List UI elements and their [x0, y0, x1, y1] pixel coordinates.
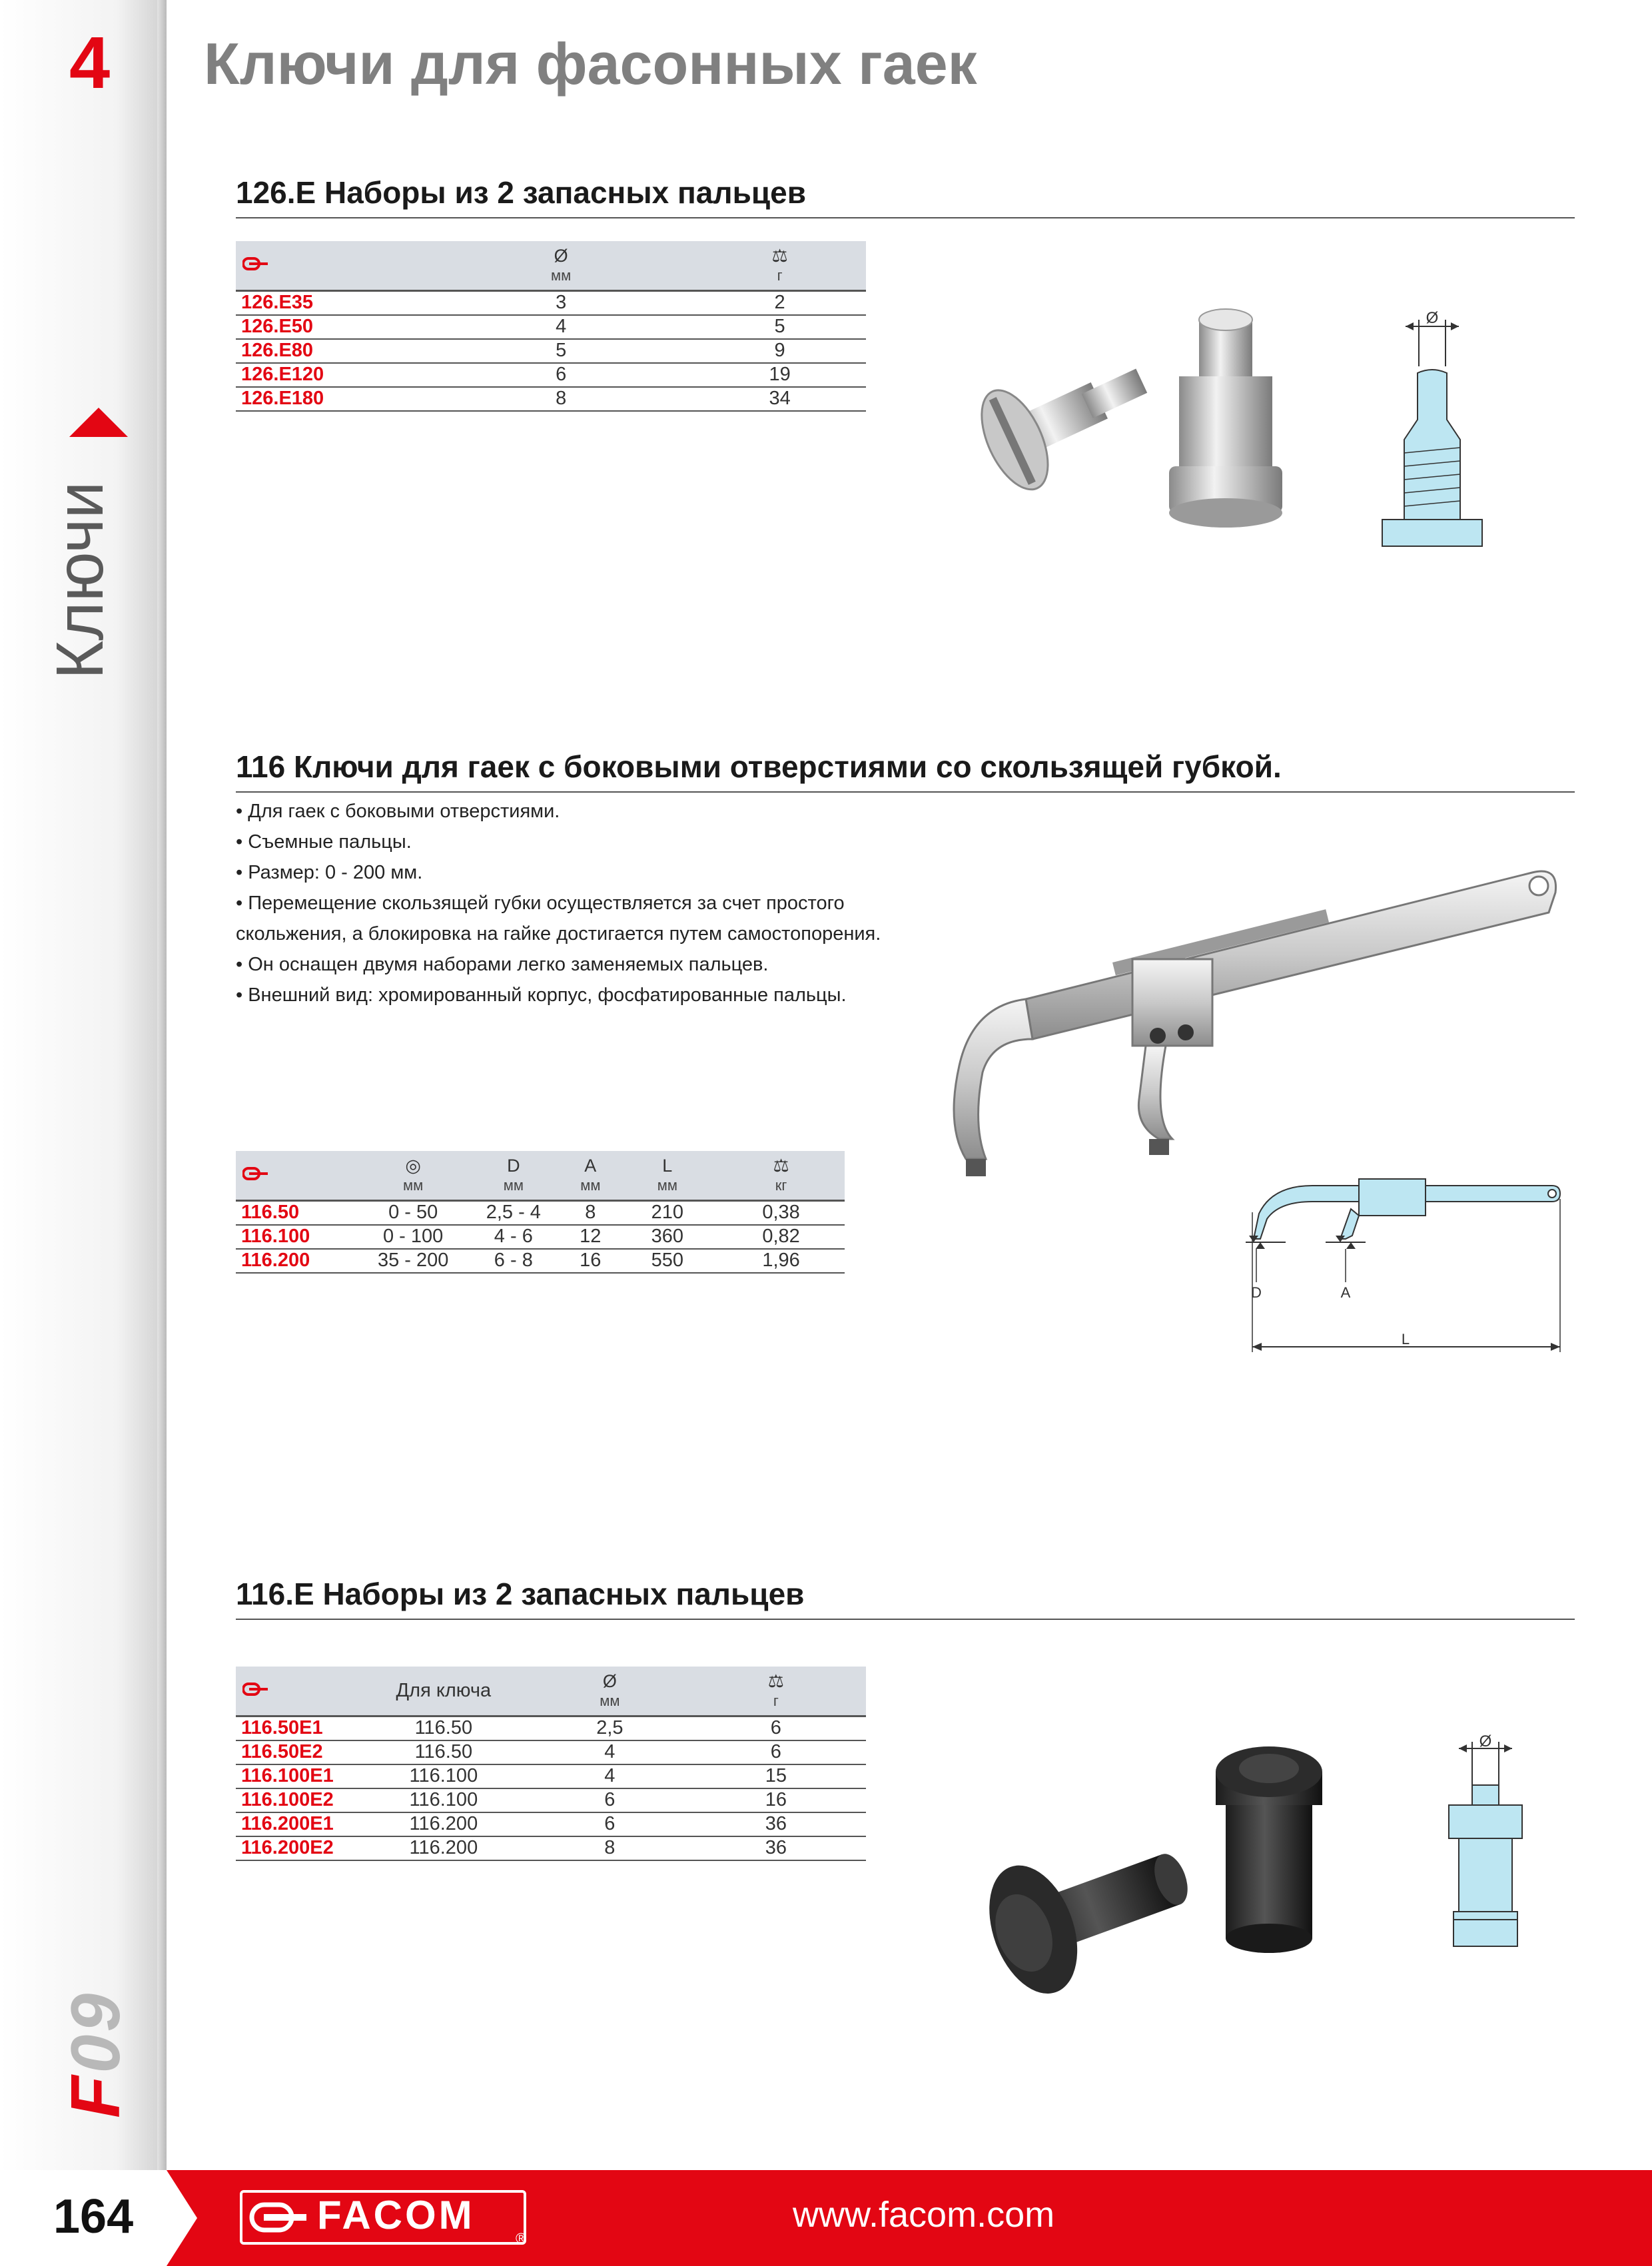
section3-table	[236, 1667, 866, 1861]
facom-ref-icon	[242, 1682, 269, 1697]
facom-logo	[240, 2190, 526, 2245]
section2-table	[236, 1151, 845, 1274]
list-item: • Для гаек с боковыми отверстиями.	[236, 801, 560, 822]
table-row: 116.100E1 116.100 4 15	[236, 1764, 866, 1788]
weight-icon: ⚖	[767, 1671, 784, 1692]
diameter-icon: Ø	[554, 246, 568, 266]
catalog-code-suffix: 09	[57, 1990, 135, 2074]
weight-icon: ⚖	[771, 246, 788, 266]
section2-title: 116 Ключи для гаек с боковыми отверстиями со скользящей губкой.	[236, 749, 1282, 784]
table-row: 116.200E1 116.200 6 36	[236, 1812, 866, 1836]
table-row: 116.100E2 116.100 6 16	[236, 1788, 866, 1812]
table-row: 116.200E2 116.200 8 36	[236, 1836, 866, 1860]
feature-list	[236, 796, 881, 1010]
section1-title: 126.E Наборы из 2 запасных пальцев	[236, 175, 806, 210]
d-column-header: D мм	[463, 1151, 564, 1200]
page-number: 164	[53, 2190, 134, 2243]
list-item: • Внешний вид: хромированный корпус, фосфатированные пальцы.	[236, 984, 847, 1006]
range-column-header: ◎ мм	[363, 1151, 464, 1200]
pin-diagram	[1372, 306, 1505, 560]
weight-column-header: ⚖ г	[693, 241, 866, 290]
table-row: 126.E80 5 9	[236, 339, 866, 363]
registered-mark: ®	[516, 2230, 527, 2247]
weight-icon: ⚖	[773, 1156, 789, 1176]
hook-wrench-diagram	[1246, 1172, 1565, 1359]
table-row: 126.E120 6 19	[236, 363, 866, 387]
brand-name: FACOM	[317, 2193, 475, 2237]
section-label: Ключи	[43, 481, 117, 679]
sidebar	[0, 0, 167, 2266]
section-arrow-icon	[69, 408, 128, 437]
range-icon: ◎	[405, 1156, 421, 1176]
table-row: 116.50E1 116.50 2,5 6	[236, 1716, 866, 1740]
chrome-pins-photo	[913, 266, 1339, 546]
diameter-label: Ø	[1479, 1732, 1492, 1750]
list-item: • Съемные пальцы.	[236, 831, 412, 853]
list-item: • Он оснащен двумя наборами легко заменяемых пальцев.	[236, 954, 769, 975]
l-dimension-label: L	[1401, 1331, 1410, 1347]
table-row: 126.E180 8 34	[236, 387, 866, 411]
ref-column-header	[236, 1151, 363, 1200]
section1-table	[236, 241, 866, 412]
table-row: 116.50E2 116.50 4 6	[236, 1740, 866, 1764]
diameter-column-header: Ø мм	[428, 241, 693, 290]
catalog-code-prefix: F	[57, 2073, 135, 2118]
a-dimension-label: A	[1340, 1284, 1351, 1301]
weight-column-header: ⚖ г	[686, 1667, 866, 1716]
page-chevron	[167, 2170, 197, 2266]
page-title: Ключи для фасонных гаек	[204, 31, 977, 97]
d-dimension-label: D	[1251, 1284, 1262, 1301]
hook-wrench-photo	[946, 846, 1565, 1192]
list-item: скольжения, а блокировка на гайке достигается путем самостопорения.	[236, 923, 881, 944]
chapter-number: 4	[69, 22, 111, 104]
catalog-code	[57, 1990, 135, 2118]
facom-ref-icon	[242, 1166, 269, 1181]
ref-column-header	[236, 241, 428, 290]
table-row: 126.E35 3 2	[236, 290, 866, 315]
table-row: 116.100 0 - 100 4 - 6 12 360 0,82	[236, 1225, 845, 1249]
ref-column-header	[236, 1667, 354, 1716]
section3-rule	[236, 1619, 1575, 1620]
diameter-icon: Ø	[602, 1671, 617, 1692]
diameter-label: Ø	[1426, 309, 1439, 327]
black-pins-photo	[946, 1732, 1372, 2025]
table-row: 116.200 35 - 200 6 - 8 16 550 1,96	[236, 1249, 845, 1273]
section1-rule	[236, 217, 1575, 218]
facom-ref-icon	[242, 256, 269, 271]
key-column-header: Для ключа	[354, 1667, 534, 1716]
section3-title: 116.E Наборы из 2 запасных пальцев	[236, 1577, 805, 1611]
diameter-column-header: Ø мм	[534, 1667, 686, 1716]
l-column-header: L мм	[617, 1151, 717, 1200]
weight-column-header: ⚖ кг	[717, 1151, 845, 1200]
table-row: 116.50 0 - 50 2,5 - 4 8 210 0,38	[236, 1200, 845, 1225]
black-pin-diagram	[1432, 1732, 1532, 1958]
website-link[interactable]: www.facom.com	[793, 2195, 1055, 2235]
list-item: • Перемещение скользящей губки осуществляется за счет простого	[236, 893, 845, 914]
list-item: • Размер: 0 - 200 мм.	[236, 862, 423, 883]
sidebar-edge	[157, 0, 167, 2266]
a-column-header: A мм	[564, 1151, 617, 1200]
table-row: 126.E50 4 5	[236, 315, 866, 339]
section2-rule	[236, 791, 1575, 793]
facom-logo-mark-icon	[249, 2201, 309, 2234]
